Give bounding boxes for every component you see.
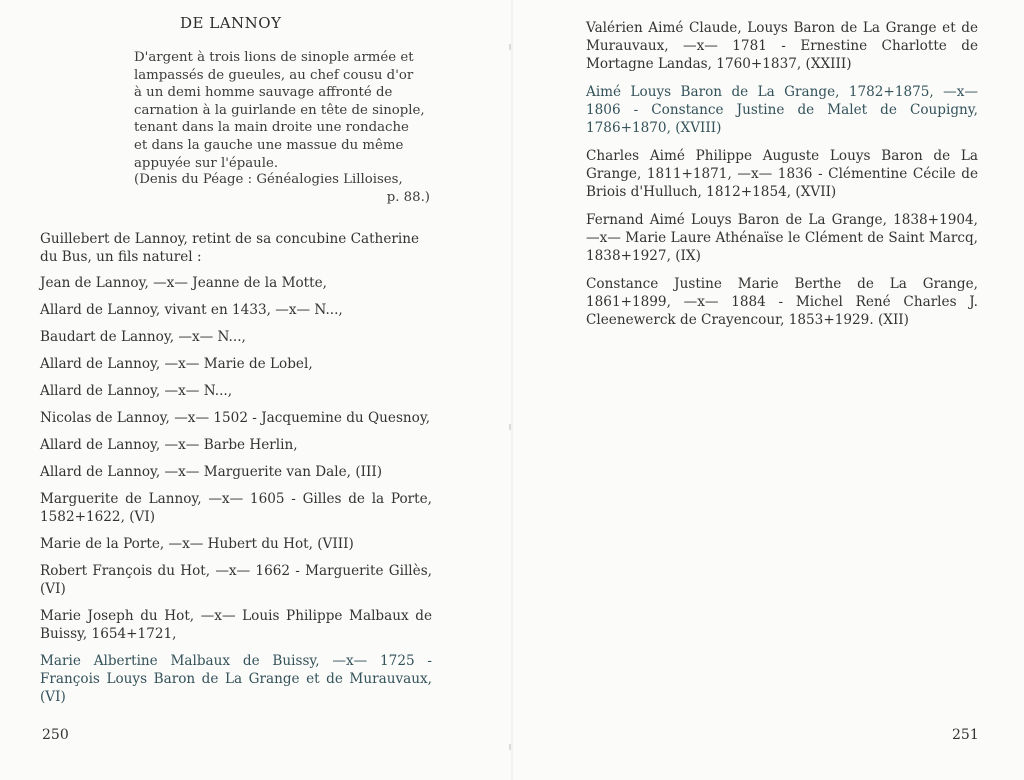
genealogy-entry: Valérien Aimé Claude, Louys Baron de La Grange et de Murauvaux, —x— 1781 - Ernestine Charlotte de Mortagne Landas, 1760+1837, (XXIII) bbox=[586, 20, 978, 72]
citation-page-ref: p. 88.) bbox=[386, 189, 430, 205]
print-speck bbox=[509, 424, 511, 430]
genealogy-entry: Allard de Lannoy, —x— N..., bbox=[40, 383, 233, 399]
blazon-line: lampassés de gueules, au chef cousu d'or bbox=[134, 67, 414, 83]
print-speck bbox=[509, 744, 511, 750]
genealogy-entry: Nicolas de Lannoy, —x— 1502 - Jacquemine du Quesnoy, bbox=[40, 410, 431, 426]
blazon-line: à un demi homme sauvage affronté de bbox=[134, 85, 393, 101]
source-citation bbox=[134, 171, 430, 206]
genealogy-entry: Allard de Lannoy, —x— Marie de Lobel, bbox=[40, 356, 313, 372]
blazon-line: et dans la gauche une massue du même bbox=[134, 137, 404, 153]
genealogy-entry: Robert François du Hot, —x— 1662 - Marguerite Gillès, (VI) bbox=[40, 563, 432, 597]
genealogy-list-left bbox=[40, 274, 432, 715]
genealogy-entry: Aimé Louys Baron de La Grange, 1782+1875, —x— 1806 - Constance Justine de Malet de Coupigny, 1786+1870, (XVIII) bbox=[586, 84, 978, 136]
print-speck bbox=[509, 44, 511, 50]
genealogy-entry: Allard de Lannoy, vivant en 1433, —x— N..., bbox=[40, 302, 343, 318]
page-number-right: 251 bbox=[952, 727, 979, 743]
genealogy-entry: Marguerite de Lannoy, —x— 1605 - Gilles de la Porte, 1582+1622, (VI) bbox=[40, 491, 432, 525]
genealogy-list-right bbox=[586, 19, 978, 339]
genealogy-entry: Marie Joseph du Hot, —x— Louis Philippe Malbaux de Buissy, 1654+1721, bbox=[40, 608, 432, 642]
blazon-line: appuyée sur l'épaule. bbox=[134, 155, 279, 171]
genealogy-entry: Constance Justine Marie Berthe de La Grange, 1861+1899, —x— 1884 - Michel René Charles J. Cleenewerck de Crayencour, 1853+1929. (XII) bbox=[586, 276, 978, 328]
genealogy-entry: Fernand Aimé Louys Baron de La Grange, 1838+1904, —x— Marie Laure Athénaïse le Clément de Saint Marcq, 1838+1927, (IX) bbox=[586, 212, 978, 264]
blazon-description bbox=[134, 49, 430, 172]
page-title: DE LANNOY bbox=[180, 14, 282, 32]
genealogy-entry: Allard de Lannoy, —x— Marguerite van Dale, (III) bbox=[40, 464, 383, 480]
genealogy-entry: Marie de la Porte, —x— Hubert du Hot, (VIII) bbox=[40, 536, 354, 552]
genealogy-entry: Allard de Lannoy, —x— Barbe Herlin, bbox=[40, 437, 298, 453]
genealogy-entry: Marie Albertine Malbaux de Buissy, —x— 1725 - François Louys Baron de La Grange et de Murauvaux, (VI) bbox=[40, 653, 432, 705]
intro-paragraph: Guillebert de Lannoy, retint de sa concubine Catherine du Bus, un fils naturel : bbox=[40, 231, 420, 265]
blazon-line: carnation à la guirlande en tête de sinople, bbox=[134, 102, 425, 118]
genealogy-entry: Charles Aimé Philippe Auguste Louys Baron de La Grange, 1811+1871, —x— 1836 - Clémentine Cécile de Briois d'Hulluch, 1812+1854, (XVII) bbox=[586, 148, 978, 200]
page-number-left: 250 bbox=[42, 727, 69, 743]
genealogy-entry: Jean de Lannoy, —x— Jeanne de la Motte, bbox=[40, 275, 327, 291]
citation-line: (Denis du Péage : Généalogies Lilloises, bbox=[134, 172, 403, 187]
blazon-line: D'argent à trois lions de sinople armée et bbox=[134, 50, 414, 65]
blazon-line: tenant dans la main droite une rondache bbox=[134, 120, 409, 136]
genealogy-entry: Baudart de Lannoy, —x— N..., bbox=[40, 329, 246, 345]
